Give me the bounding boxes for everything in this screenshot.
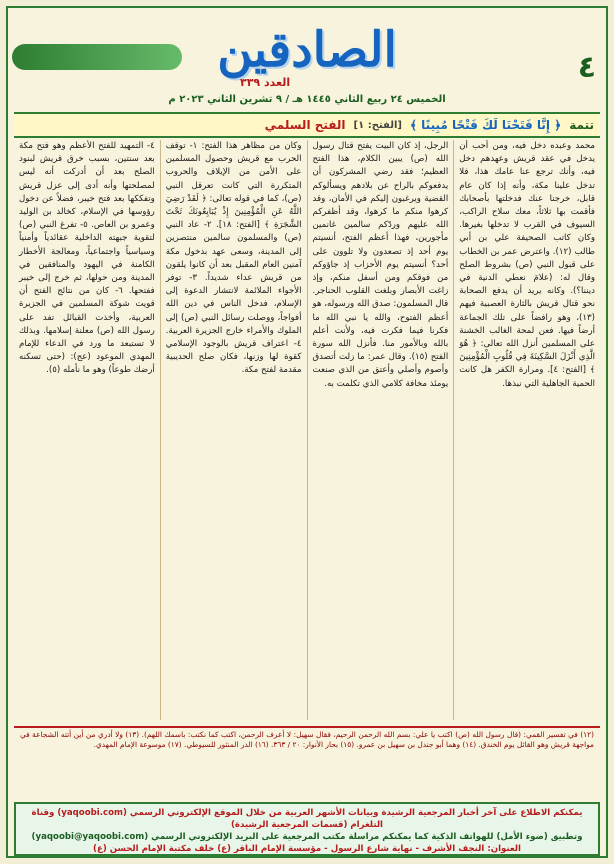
footnotes: (١٢) في تفسير القمي: (قال رسول الله (ص) اكتب يا علي: بسم الله الرحمن الرحيم، فقال سهيل: لا أعرف الرحمن، اكتب كما نكتب: باسمك اللهم). (١٣) ولا أدري من أين أتته الشجاعة في مواجهة قريش وهو القائل يوم الخندق. (١٤) وهما أبو جندل بن سهيل بن عمرو. (١٥) بحار الأنوار: ٢٠ / ٣٦٣. (١٦) الدر المنثور للسيوطي. (١٧) موسوعة الإمام المهدي.	[14, 726, 600, 804]
page-number: ٤	[577, 50, 596, 85]
title-verse: ﴿ إِنَّا فَتَحْنَا لَكَ فَتْحًا مُبِينًا ﴾	[409, 118, 562, 132]
article-column-2: الرجل، إذ كان البيت يفتح قتال رسول الله (ص) يبين الكلام، هذا الفتح العظيم؛ فقد رضي المشركون أن يدفعوكم بالراح عن بلادهم ويسألوكم القضية ويرغبون إليكم في الأمان، وقد كرهوا منكم ما كرهوا، وقد أظفركم الله عليهم وردّكم سالمين غانمين مأجورين، فهذا أعظم الفتح، أنسيتم يوم أحد إذ تصعدون ولا تلوون على أحد؟ أنسيتم يوم الأحزاب إذ جاؤوكم من فوقكم ومن أسفل منكم، وإذ زاغت الأبصار وبلغت القلوب الحناجر. قال المسلمون: صدق الله ورسوله، هو أعظم الفتوح، والله يا نبي الله ما فكرنا فيما فكرت فيه، ولأنت أعلم بالله وبالأمور منا. فأنزل الله سورة الفتح (١٥). وقال عمر: ما زلت أتصدق وأصوم وأصلي وأعتق من الذي صنعت يومئذ مخافة كلامي الذي تكلمت به.	[307, 140, 454, 720]
contact-banner	[14, 802, 600, 856]
newspaper-title: الصادقين	[217, 22, 397, 78]
article-title-bar	[14, 112, 600, 138]
footer-line-email: وتطبيق (ضوء الأمل) للهواتف الذكية كما يمكنكم مراسلة مكتب المرجعية على البريد الإلكتروني الرسمي (yaqoobi@yaqoobi.com)	[31, 832, 583, 842]
article-column-3: وكان من مظاهر هذا الفتح: ١- توقف الحرب مع قريش وحصول المسلمين على الأمن من الإيلاف والحروب المتكررة التي كانت تعرقل النبي (ص)، كما في قوله تعالى: ﴿ لَقَدْ رَضِيَ اللَّهُ عَنِ الْمُؤْمِنِينَ إِذْ يُبَايِعُونَكَ تَحْتَ الشَّجَرَةِ ﴾ [الفتح: ١٨]. ٢- عاد النبي (ص) والمسلمون سالمين منتصرين إلى المدينة، وسعى عهد بدخول مكة آمنين العام المقبل بعد أن كانوا يلقون من قريش عداء شديداً. ٣- توفر الأجواء الملائمة لانتشار الدعوة إلى الإسلام، فدخل الناس في دين الله أفواجاً، ووصلت رسائل النبي (ص) إلى الملوك والأمراء خارج الجزيرة العربية. ٤- اعتراف قريش بالوجود الإسلامي كقوة لها وزنها، فكان صلح الحديبية مقدمة لفتح مكة.	[160, 140, 307, 720]
article-column-1: محمد وعبده دخل فيه، ومن أحب أن يدخل في عقد قريش وعهدهم دخل فيه، وأنك ترجع عنا عامك هذا، فلا تدخل علينا مكة، وأنه إذا كان عام قابل، خرجنا عنك فدخلتها بأصحابك فأقمت بها ثلاثاً، معك سلاح الراكب، السيوف في القرب لا تدخلها بغيرها. وكان كاتب الصحيفة علي بن أبي طالب (١٢). واعترض عمر بن الخطاب على قبول النبي (ص) بشروط الصلح وقال له: (علامَ نعطي الدنية في ديننا؟). وكانه يريد أن يدفع الصحابة نحو قتال قريش بالثارة العصبية فيهم (١٣)، وهو رافضاً على تلك الجماعة أرضاً فيها. فعن لمحة الغالب الخشنة على المسلمين أنزل الله تعالى: ﴿ هُوَ الَّذِي أَنْزَلَ السَّكِينَةَ فِي قُلُوبِ الْمُؤْمِنِينَ ﴾ [الفتح: ٤]. ومرارة الكفر هل كانت الحمية الجاهلية التي نبذها.	[453, 140, 600, 720]
newspaper-page	[6, 6, 608, 858]
article-heading: الفتح السلمي	[264, 118, 346, 132]
continuation-label: تتمة	[569, 118, 594, 132]
article-column-4: ٤- التمهيد للفتح الأعظم وهو فتح مكة بعد سنتين، بسبب خرق قريش لبنود الصلح بعد أن أدركت أنه ليس لمصلحتها وأنه أدى إلى عزل قريش وتفككها بعد فتح خيبر، فضلاً عن دخول رؤوسها في الإسلام، كخالد بن الوليد وعمرو بن العاص. ٥- تفرغ النبي (ص) لتقوية جبهته الداخلية عقائدياً وأمنياً وسياسياً واجتماعياً، ومعالجة الأخطار الكامنة في اليهود والمنافقين في المدينة ومن حولها، ثم خرج إلى خيبر ففتحها. ٦- كان من نتائج الفتح أن قويت شوكة المسلمين في الجزيرة العربية، وأخذت القبائل تفد على رسول الله (ص) معلنة إسلامها. وبذلك لا تستبعد ما ورد في الدعاء للإمام المهدي الموعود (عج): (حتى تسكنه أرضك طوعاً) وهو ما نأمله (٥).	[19, 141, 155, 376]
verse-reference: [الفتح: ١]	[353, 119, 402, 131]
footer-line-website: يمكنكم الاطلاع على آخر أخبار المرجعية الرشيدة وبيانات الأشهر العربية من خلال الموقع الإلكتروني الرسمي (yaqoobi.com) وقناة التلغرام (قسمات المرجعية الرشيدة)	[31, 808, 583, 830]
masthead-area	[8, 8, 606, 108]
issue-number: العدد ٣٣٩	[240, 76, 291, 89]
article-columns	[14, 140, 600, 720]
footer-line-address: العنوان: النجف الأشرف - نهاية شارع الرسول - مؤسسة الإمام الباقر (ع) خلف مكتبة الإمام الحسن (ع)	[93, 844, 521, 854]
issue-date: الخميس ٢٤ ربيع الثاني ١٤٤٥ هـ / ٩ تشرين الثاني ٢٠٢٣ م	[168, 94, 446, 105]
